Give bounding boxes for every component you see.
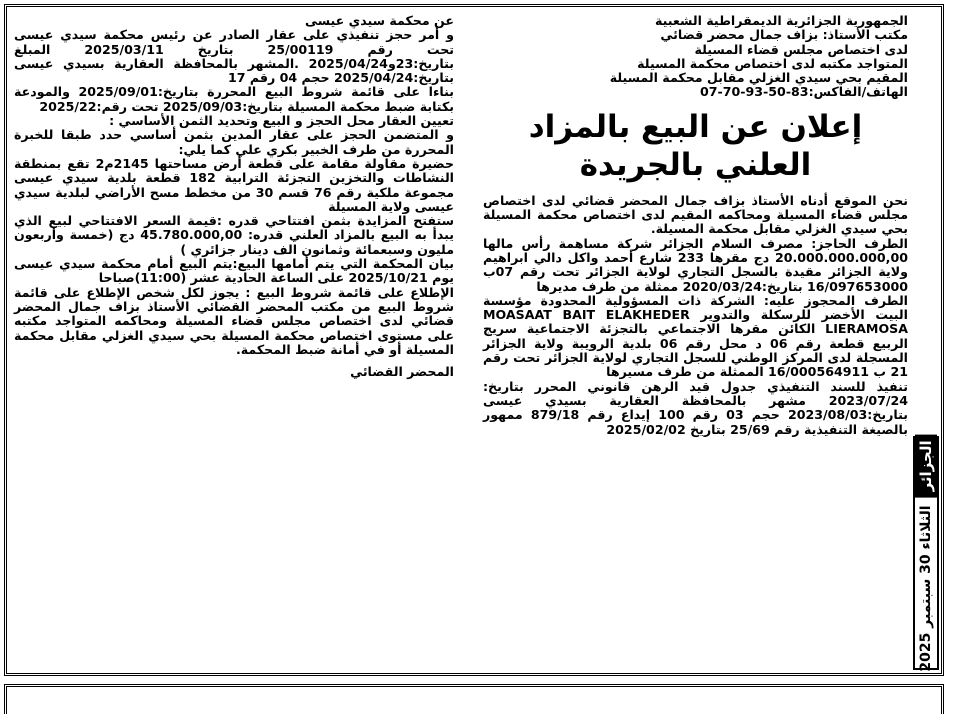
header-line: المتواجد مكتبه لدى اختصاص محكمة المسيلة <box>637 55 908 71</box>
signature: المحضر القضائي <box>350 364 454 380</box>
body-paragraph: الطرف المحجوز عليه: الشركة ذات المسؤولية المحدودة مؤسسة البيت الأخضر للرسكلة والتدوير MOASAAT BAIT ELAKHEDER LIERAMOSA الكائن مقرها الاجتماعي بالتجزئة الاجتماعية سريج الربيع قطعة رقم 06 د محل رقم 06 بلدية الرويبة ولاية الجزائر المسجلة لدى المركز الوطني للسجل التجاري لولاية الجزائر تحت رقم 21 ب 16/000564911 الممثلة من طرف مسيرها <box>483 292 908 380</box>
newspaper-date-strip <box>913 436 939 670</box>
body-paragraph: حضيرة مقاولة مقامة على قطعة أرض مساحتها 2145م2 تقع بمنطقة النشاطات والتخزين التجزئة الترابية 182 قطعة بلدية سيدي عيسى مجموعة ملكية رقم 76 قسم 30 من مخطط مسح الأراضي لبلدية سيدي عيسى ولاية المسيلة <box>14 155 455 214</box>
body-paragraph: ستفتح المزايدة بثمن افتتاحي قدره :قيمة السعر الافتتاحي لبيع الذي يبدأ به البيع بالمزاد العلني قدره: 45.780.000,00 دج (خمسة وأربعون مليون وسبعمائة وثمانون الف دينار جزائري ) <box>14 213 454 257</box>
body-paragraph: تنفيذ للسند التنفيذي جدول قيد الرهن قانوني المحرر بتاريخ: 2023/07/24 مشهر بالمحافظة العقارية بسيدي عيسى بتاريخ:2023/08/03 حجم 03 رقم 100 إيداع رقم 879/18 ممهور بالصيغة التنفيذية رقم 25/69 بتاريخ 2025/02/02 <box>483 378 908 437</box>
right-column <box>483 14 908 437</box>
header-line: مكتب الأستاذ: بزاف جمال محضر قضائي <box>660 27 908 43</box>
strip-content <box>915 434 937 671</box>
body-paragraph: عن محكمة سيدي عيسى <box>304 13 454 28</box>
left-column <box>14 14 454 379</box>
header-line: المقيم بحي سيدي الغزلي مقابل محكمة المسيلة <box>609 70 908 86</box>
body-paragraph: بيان المحكمة التي يتم أمامها البيع:يتم البيع أمام محكمة سيدي عيسى يوم 2025/10/21 على الساعة الحادية عشر (11:00)صباحا <box>14 256 454 286</box>
header-line: لدى اختصاص مجلس قضاء المسيلة <box>694 41 908 57</box>
body-paragraph: بناءا على قائمة شروط البيع المحررة بتاريخ:2025/09/01 والمودعة بكتابة ضبط محكمة المسيلة بتاريخ:2025/09/03 تحت رقم:2025/22 <box>14 84 454 114</box>
body-paragraph: و أمر حجز تنفيذي على عقار الصادر عن رئيس محكمة سيدي عيسى تحت رقم 25/00119 بتاريخ 2025/03/11 المبلغ بتاريخ:23و2025/04/24 .المشهر بالمحافظة العقارية بسيدي عيسى بتاريخ:2025/04/24 حجم 04 رقم 17 <box>14 27 454 86</box>
body-paragraph: تعيين العقار محل الحجز و البيع وتحديد الثمن الأساسي : <box>109 113 454 129</box>
body-paragraph: و المتضمن الحجز على عقار المدين بثمن أساسي حدد طبقا للخبرة المحررة من طرف الخبير بكري علي كما يلي: <box>14 127 454 157</box>
body-paragraph: الطرف الحاجز: مصرف السلام الجزائر شركة مساهمة رأس مالها 20.000.000.000,00 دج مقرها 233 شارع أحمد واكل دالي ابراهيم ولاية الجزائر مقيدة بالسجل التجاري لولاية الجزائر تحت رقم 07ب 16/097653000 بتاريخ:2020/03/24 ممثلة من طرف مديرها <box>483 235 908 294</box>
newspaper-name: الجزائر <box>915 434 937 497</box>
announcement-title: إعلان عن البيع بالمزاد العلني بالجريدة <box>528 108 863 183</box>
header-line: الجمهورية الجزائرية الديمقراطية الشعبية <box>655 13 908 28</box>
issue-date: الثلاثاء 30 سبتمبر 2025 <box>918 505 934 672</box>
next-ad-frame <box>4 684 944 714</box>
body-paragraph: الإطلاع على قائمة شروط البيع : يجوز لكل شخص الإطلاع على قائمة شروط البيع من مكتب المحضر القضائي الأستاذ بزاف جمال المحضر قضائي لدى اختصاص مجلس قضاء المسيلة ومحاكمه المتواجد مكتبه على مستوى اختصاص محكمة المسيلة بحي سيدي الغزلي مقابل محكمة المسيلة أو في أمانة ضبط المحكمة. <box>14 284 454 357</box>
header-line: الهاتف/الفاكس:83-50-93-70-07 <box>699 84 908 100</box>
body-paragraph: نحن الموقع أدناه الأستاذ بزاف جمال المحضر قضائي لدى اختصاص مجلس قضاء المسيلة ومحاكمه المقيم لدى اختصاص محكمة المسيلة بحي سيدي الغزلي مقابل محكمة المسيلة. <box>483 192 908 237</box>
office-header <box>483 14 908 100</box>
